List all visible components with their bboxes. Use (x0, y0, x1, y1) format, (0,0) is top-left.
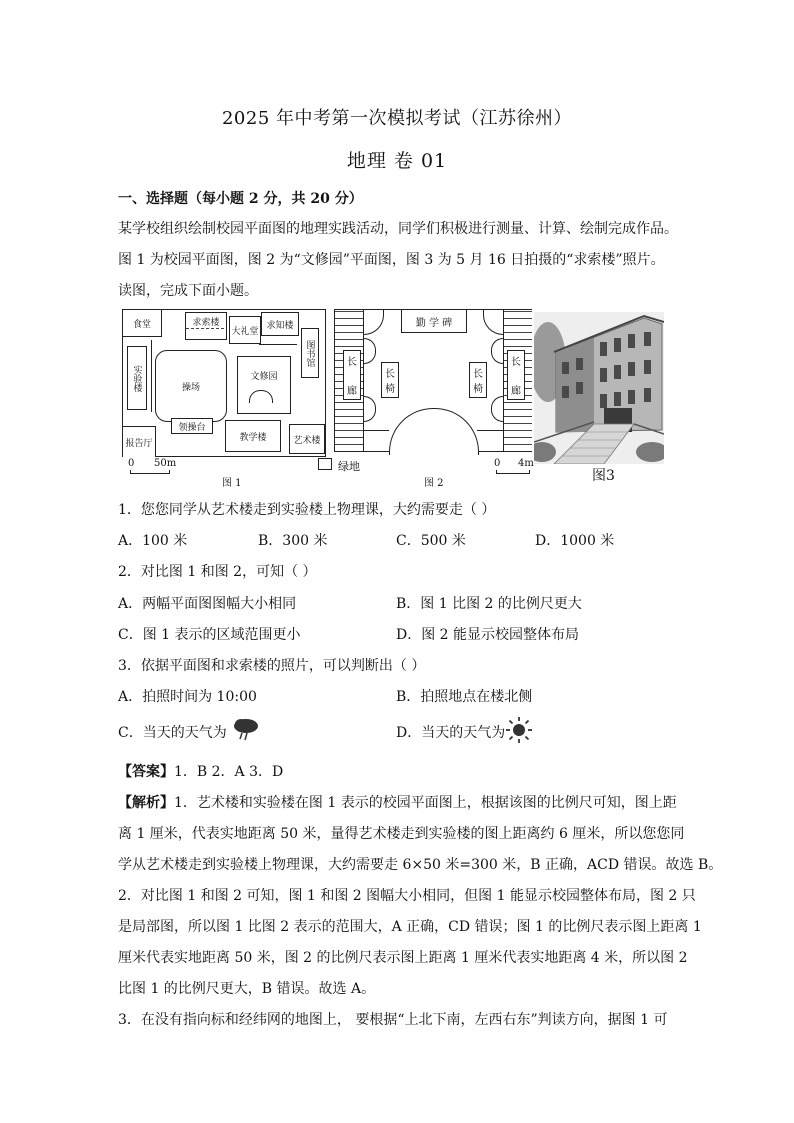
figure-3-qiusuo-photo (534, 312, 664, 464)
green-legend-label: 绿地 (338, 460, 360, 473)
path-line (363, 430, 389, 431)
answer-line (118, 761, 283, 781)
qinxue-monument: 勤 学 碑 (401, 310, 467, 333)
green-legend-icon (318, 458, 332, 470)
path-line (151, 340, 152, 412)
answer-text: 1．B 2．A 3．D (174, 764, 284, 780)
sun-icon (505, 716, 533, 748)
analysis-line-4: 2．对比图 1 和图 2 可知，图 1 和图 2 图幅大小相同，但图 1 能显示校园整体布局，图 2 只 (118, 888, 696, 904)
answer-label: 【答案】 (118, 764, 174, 780)
path-line (477, 430, 503, 431)
analysis-line-8: 3．在没有指向标和经纬网的地图上， 要根据“上北下南，左西右东”判读方向，据图 1 可 (118, 1012, 668, 1028)
stand: 领操台 (171, 418, 213, 434)
right-corridor: 长 廊 (507, 350, 525, 400)
fig2-scale-bar (496, 470, 530, 474)
analysis-line-6: 厘米代表实地距离 50 米，图 2 的比例尺表示图上距离 1 厘米代表实地距离 4 米，所以图 2 (118, 950, 688, 966)
path-line (259, 336, 297, 345)
analysis-label: 【解析】 (118, 795, 174, 811)
rain-cloud-icon (232, 716, 260, 746)
side-green (491, 338, 504, 364)
analysis-line-3: 学从艺术楼走到实验楼上物理课，大约需要走 6×50 米=300 米，B 正确，ACD 错误。故选 B。 (118, 857, 723, 873)
q1-option-a: A．100 米 (118, 533, 188, 549)
side-green (491, 396, 504, 422)
analysis-line-7: 比图 1 的比例尺更大，B 错误。故选 A。 (118, 981, 376, 997)
green-strip (186, 328, 224, 336)
question-1-stem: 1．您您同学从艺术楼走到实验楼上物理课，大约需要走（ ） (118, 502, 496, 518)
corner-green (363, 310, 384, 335)
q3-option-b: B．拍照地点在楼北侧 (396, 689, 533, 705)
qiusuo-building: 求索楼 (185, 312, 227, 340)
art-building: 艺术楼 (289, 424, 325, 454)
figure-1-campus-map (122, 309, 326, 457)
intro-line-2: 图 1 为校园平面图，图 2 为“文修园”平面图，图 3 为 5 月 16 日拍摄的“求索楼”照片。 (118, 252, 665, 268)
q2-option-a: A．两幅平面图图幅大小相同 (118, 596, 297, 612)
intro-line-3: 读图，完成下面小题。 (118, 283, 258, 299)
qiuzhi-building: 求知楼 (261, 312, 299, 336)
report-hall: 报告厅 (123, 426, 156, 457)
left-corridor: 长 廊 (343, 350, 361, 400)
q1-option-b: B．300 米 (258, 533, 328, 549)
lab: 实验楼 (127, 346, 147, 410)
q2-option-c: C．图 1 表示的区域范围更小 (118, 627, 301, 643)
q1-option-c: C．500 米 (396, 533, 466, 549)
figure-2-wenxiu-plan (334, 309, 532, 452)
fig1-scale-zero: 0 (128, 458, 135, 469)
fig2-caption: 图 2 (424, 478, 444, 489)
fig2-scale-zero: 0 (494, 458, 501, 469)
playground: 操场 (155, 350, 227, 422)
fig1-scale-length: 50m (154, 458, 177, 469)
section-heading: 一、选择题（每小题 2 分，共 20 分） (118, 191, 363, 207)
fig1-caption: 图 1 (222, 478, 242, 489)
q2-option-b: B．图 1 比图 2 的比例尺更大 (396, 596, 582, 612)
q3-option-c: C．当天的天气为 (118, 725, 227, 741)
canteen: 食堂 (123, 310, 162, 337)
arch-gate (389, 408, 479, 455)
intro-line-1: 某学校组织绘制校园平面图的地理实践活动，同学们积极进行测量、计算、绘制完成作品。 (118, 221, 678, 237)
analysis-line-1: 【解析】1．艺术楼和实验楼在图 1 表示的校园平面图上，根据该图的比例尺可知，图上距 (118, 795, 677, 811)
side-green (363, 396, 376, 422)
page-title: 2025 年中考第一次模拟考试（江苏徐州） (221, 108, 573, 129)
page-subtitle: 地理 卷 01 (346, 150, 448, 172)
analysis-line-5: 是局部图，所以图 1 比图 2 表示的范围大，A 正确，CD 错误；图 1 的比例尺表示图上距离 1 (118, 919, 702, 935)
q2-option-d: D．图 2 能显示校园整体布局 (396, 627, 580, 643)
question-2-stem: 2．对比图 1 和图 2，可知（ ） (118, 564, 317, 580)
q3-option-a: A．拍照时间为 10:00 (118, 689, 257, 705)
bench-left: 长 椅 (381, 362, 399, 398)
q3-option-d: D．当天的天气为 (396, 725, 506, 741)
fig1-scale-bar (130, 470, 170, 474)
teaching-building: 教学楼 (225, 420, 281, 452)
question-3-stem: 3．依据平面图和求索楼的照片，可以判断出（ ） (118, 658, 426, 674)
analysis-line-2: 离 1 厘米，代表实地距离 50 米，量得艺术楼走到实验楼的图上距离约 6 厘米，所以您您同 (118, 826, 685, 842)
auditorium: 大礼堂 (229, 316, 261, 344)
q1-option-d: D．1000 米 (535, 533, 615, 549)
bench-right: 长 椅 (469, 362, 487, 398)
arch-gate (249, 390, 273, 403)
corner-green (483, 310, 504, 335)
fig2-scale-length: 4m (518, 458, 534, 469)
wenxiu-garden: 文修园 (237, 356, 291, 414)
side-green (363, 338, 376, 364)
fig3-caption: 图3 (592, 468, 615, 484)
library: 图书馆 (301, 328, 319, 378)
